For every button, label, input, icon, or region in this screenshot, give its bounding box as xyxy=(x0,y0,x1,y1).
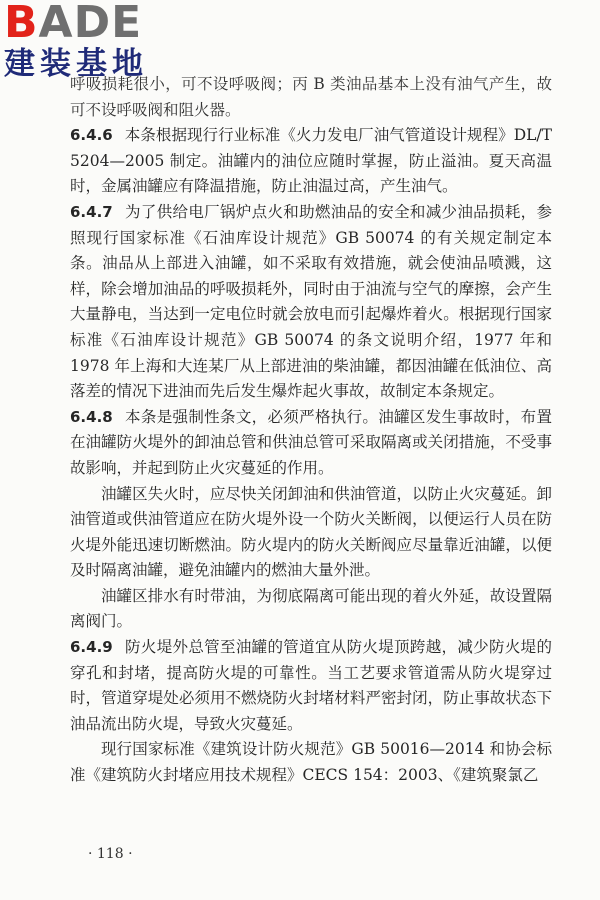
paragraph-text: 防火堤外总管至油罐的管道宜从防火堤顶跨越，减少防火堤的穿孔和封堵，提高防火堤的可靠性。当工艺要求管道需从防火堤穿过时，管道穿堤处必须用不燃烧防火封堵材料严密封闭，防止事故状态下油品流出防火堤，导致火灾蔓延。 xyxy=(70,638,552,733)
paragraph-text: 为了供给电厂锅炉点火和助燃油品的安全和减少油品损耗，参照现行国家标准《石油库设计规范》GB 50074 的有关规定制定本条。油品从上部进入油罐，如不采取有效措施，就会使油品喷溅，这样，除会增加油品的呼吸损耗外，同时由于油流与空气的摩擦，会产生大量静电，当达到一定电位时就会放电而引起爆炸着火。根据现行国家标准《石油库设计规范》GB 50074 的条文说明介绍，1977 年和 1978 年上海和大连某厂从上部进油的柴油罐，都因油罐在低油位、高落差的情况下进油而先后发生爆炸起火事故，故制定本条规定。 xyxy=(70,202,552,401)
section-number: 6.4.8 xyxy=(70,407,113,426)
logo-wordmark xyxy=(4,0,142,46)
page-number: · 118 · xyxy=(88,846,133,862)
paragraph xyxy=(70,584,552,635)
logo-letters-rest: ADE xyxy=(38,0,143,48)
logo-letter-b: B xyxy=(4,0,39,48)
section-6-4-7 xyxy=(70,200,552,405)
section-number: 6.4.9 xyxy=(70,638,113,657)
paragraph-text: 油罐区失火时，应尽快关闭卸油和供油管道，以防止火灾蔓延。卸油管道或供油管道应在防火堤外设一个防火关断阀，以便运行人员在防火堤外能迅速切断燃油。防火堤内的防火关断阀应尽量靠近油罐，以便及时隔离油罐，避免油罐内的燃油大量外泄。 xyxy=(70,484,552,580)
paragraph xyxy=(70,737,552,788)
paragraph-text: 呼吸损耗很小，可不设呼吸阀；丙 B 类油品基本上没有油气产生，故可不设呼吸阀和阻火器。 xyxy=(70,75,552,119)
paragraph-text: 本条根据现行行业标准《火力发电厂油气管道设计规程》DL/T 5204—2005 制定。油罐内的油位应随时掌握，防止溢油。夏天高温时，金属油罐应有降温措施，防止油温过高，产生油气。 xyxy=(70,126,552,196)
section-number: 6.4.7 xyxy=(70,202,113,221)
section-6-4-6 xyxy=(70,123,552,200)
paragraph-text: 现行国家标准《建筑设计防火规范》GB 50016—2014 和协会标准《建筑防火封堵应用技术规程》CECS 154：2003、《建筑聚氯乙 xyxy=(70,740,552,785)
logo-subtitle: 建装基地 xyxy=(4,46,148,82)
section-6-4-9 xyxy=(70,635,552,737)
section-6-4-8 xyxy=(70,405,552,482)
paragraph xyxy=(70,482,552,584)
paragraph-text: 本条是强制性条文，必须严格执行。油罐区发生事故时，布置在油罐防火堤外的卸油总管和供油总管可采取隔离或关闭措施，不受事故影响，并起到防止火灾蔓延的作用。 xyxy=(70,407,552,477)
paragraph-continuation xyxy=(70,72,552,123)
document-body xyxy=(70,72,552,789)
section-number: 6.4.6 xyxy=(70,126,113,145)
paragraph-text: 油罐区排水有时带油，为彻底隔离可能出现的着火外延，故设置隔离阀门。 xyxy=(70,586,552,631)
